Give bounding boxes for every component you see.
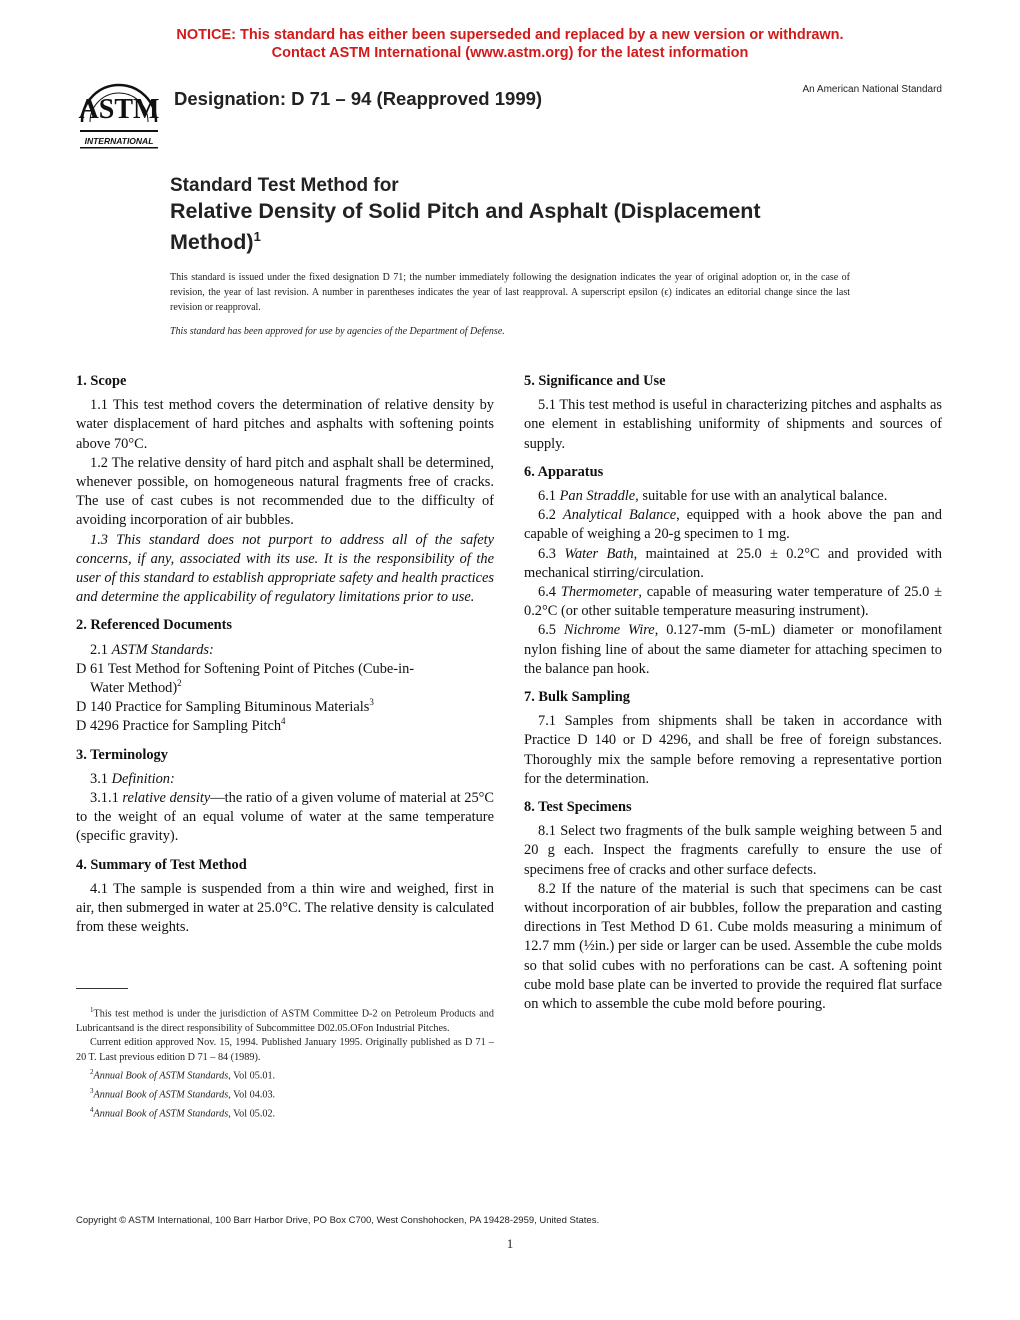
referenced-heading: 2. Referenced Documents [76, 617, 232, 634]
footnote-4: $^4$Annual Book of ASTM Standards, Vol 05.02. [90, 1105, 276, 1119]
summary-p1: 4.1 The sample is suspended from a thin wire and weighed, first in air, then submerged in water at 25.0°C. The relative density is calculated from these weights. [76, 880, 494, 936]
ref-d4296: D 4296 Practice for Sampling Pitch$^4$ [76, 716, 286, 735]
section-bulk-sampling [524, 688, 942, 789]
title-line-3: Method)$^1$ [170, 229, 261, 255]
copyright: Copyright © ASTM International, 100 Barr Harbor Drive, PO Box C700, West Conshohocken, PA 19428-2959, United States. [76, 1215, 600, 1226]
scope-p2: 1.2 The relative density of hard pitch and asphalt shall be determined, whenever possible, on homogeneous natural fragments free of cracks. The use of cast cubes is not recommended due to the difficulty of avoiding incorporation of air bubbles. [76, 454, 494, 529]
ref-d61: D 61 Test Method for Softening Point of Pitches (Cube-in- Water Method)$^2$ [76, 660, 415, 697]
section-significance [524, 372, 942, 454]
document-title [170, 174, 870, 255]
section-scope [76, 372, 494, 607]
approved-note: This standard has been approved for use by agencies of the Department of Defense. [170, 326, 505, 337]
scope-heading: 1. Scope [76, 373, 127, 389]
terminology-heading: 3. Terminology [76, 746, 168, 763]
logo-wordmark: ASTM [78, 94, 160, 125]
apparatus-p5: 6.5 Nichrome Wire, 0.127-mm (5-mL) diameter or monofilament nylon fishing line of about the same diameter for attaching specimen to the balance pan hook. [524, 622, 942, 677]
specimens-heading: 8. Test Specimens [524, 799, 632, 816]
footnote-3: $^3$Annual Book of ASTM Standards, Vol 04.03. [90, 1086, 276, 1101]
astm-logo-icon [74, 70, 164, 152]
withdrawal-notice [0, 26, 1020, 62]
apparatus-p2: 6.2 Analytical Balance, equipped with a hook above the pan and capable of weighing a 20-g specimen to 1 mg. [524, 507, 942, 543]
specimens-p1: 8.1 Select two fragments of the bulk sample weighing between 5 and 20 g each. Inspect the fragments carefully to ensure the use of specimens free of cracks and other surface defects. [524, 823, 942, 878]
left-column [76, 372, 494, 946]
summary-heading: 4. Summary of Test Method [76, 856, 247, 873]
page-number: 1 [506, 1236, 514, 1251]
terminology-p2: 3.1.1 relative density—the ratio of a given volume of material at 25°C to the weight of an equal volume of water at the same temperature (specific gravity). [76, 790, 494, 845]
notice-line-2: Contact ASTM International (www.astm.org) for the latest information [271, 45, 749, 61]
significance-p1: 5.1 This test method is useful in characterizing pitches and asphalts as one element in establishing uniformity of shipments and sources of supply. [524, 397, 942, 452]
section-test-specimens [524, 798, 942, 1014]
right-column [524, 372, 942, 1023]
section-apparatus [524, 463, 942, 679]
title-footnote-mark: 1 [253, 229, 261, 244]
notice-line-1: NOTICE: This standard has either been superseded and replaced by a new version or withdrawn. [176, 27, 844, 43]
footnote-1-continued: Current edition approved Nov. 15, 1994. Published January 1995. Originally published as D 71 – 20 T. Last previous edition D 71 – 84 (1989). [76, 1037, 494, 1063]
bulk-sampling-p1: 7.1 Samples from shipments shall be taken in accordance with Practice D 140 or D 4296, and shall be free of foreign substances. Thoroughly mix the sample before removing a representative portion for the determination. [524, 713, 942, 787]
ref-d140: D 140 Practice for Sampling Bituminous Materials$^3$ [76, 697, 374, 716]
terminology-p1: 3.1 Definition: [90, 770, 175, 787]
referenced-p1: 2.1 ASTM Standards: [90, 641, 214, 658]
section-terminology [76, 746, 494, 847]
bulk-sampling-heading: 7. Bulk Sampling [524, 689, 630, 706]
issued-note: This standard is issued under the fixed designation D 71; the number immediately following the designation indicates the year of original adoption or, in the case of revision, the year of last revision. A number in parentheses indicates the year of last reapproval. A superscript epsilon (ϵ) indicates an editorial change since the last revision or reapproval. [170, 272, 850, 313]
apparatus-p3: 6.3 Water Bath, maintained at 25.0 ± 0.2°C and provided with mechanical stirring/circulation. [524, 545, 942, 581]
apparatus-p1: 6.1 Pan Straddle, suitable for use with an analytical balance. [538, 488, 888, 505]
significance-heading: 5. Significance and Use [524, 373, 666, 389]
section-referenced-documents [76, 616, 494, 736]
scope-p3: 1.3 This standard does not purport to address all of the safety concerns, if any, associated with its use. It is the responsibility of the user of this standard to establish appropriate safety and health practices and determine the applicability of regulatory limitations prior to use. [76, 531, 494, 606]
footnotes [76, 988, 494, 1121]
specimens-p2: 8.2 If the nature of the material is such that specimens can be cast without incorporation of air bubbles, follow the preparation and casting directions in Test Method D 61. Cube molds measuring a minimum of 12.7 mm (½in.) per side or larger can be used. Assemble the cube molds so that solid cubes with no perforations can be cast. A softening point cube mold base plate can be inverted to provide the required flat surface on which to assemble the cube mold before pouring. [524, 880, 942, 1013]
footnote-1: $^1$This test method is under the jurisdiction of ASTM Committee D-2 on Petroleum Products and Lubricantsand is the direct responsibility of Subcommittee D02.05.OFon Industrial Pitches. [76, 1006, 494, 1034]
national-standard-label: An American National Standard [802, 84, 942, 95]
logo-caption: INTERNATIONAL [84, 136, 154, 146]
astm-logo [74, 70, 164, 152]
scope-p1: 1.1 This test method covers the determination of relative density by water displacement of hard pitches and asphalts with softening points above 70°C. [76, 397, 494, 452]
footnote-2: $^2$Annual Book of ASTM Standards, Vol 05.01. [90, 1068, 276, 1082]
apparatus-p4: 6.4 Thermometer, capable of measuring water temperature of 25.0 ± 0.2°C (or other suitable temperature measuring instrument). [524, 584, 942, 620]
section-summary [76, 856, 494, 938]
footnote-rule [76, 988, 128, 989]
title-line-1: Standard Test Method for [170, 175, 399, 196]
title-line-2: Relative Density of Solid Pitch and Asphalt (Displacement [170, 199, 761, 223]
apparatus-heading: 6. Apparatus [524, 463, 604, 480]
designation: Designation: D 71 – 94 (Reapproved 1999) [174, 88, 543, 109]
